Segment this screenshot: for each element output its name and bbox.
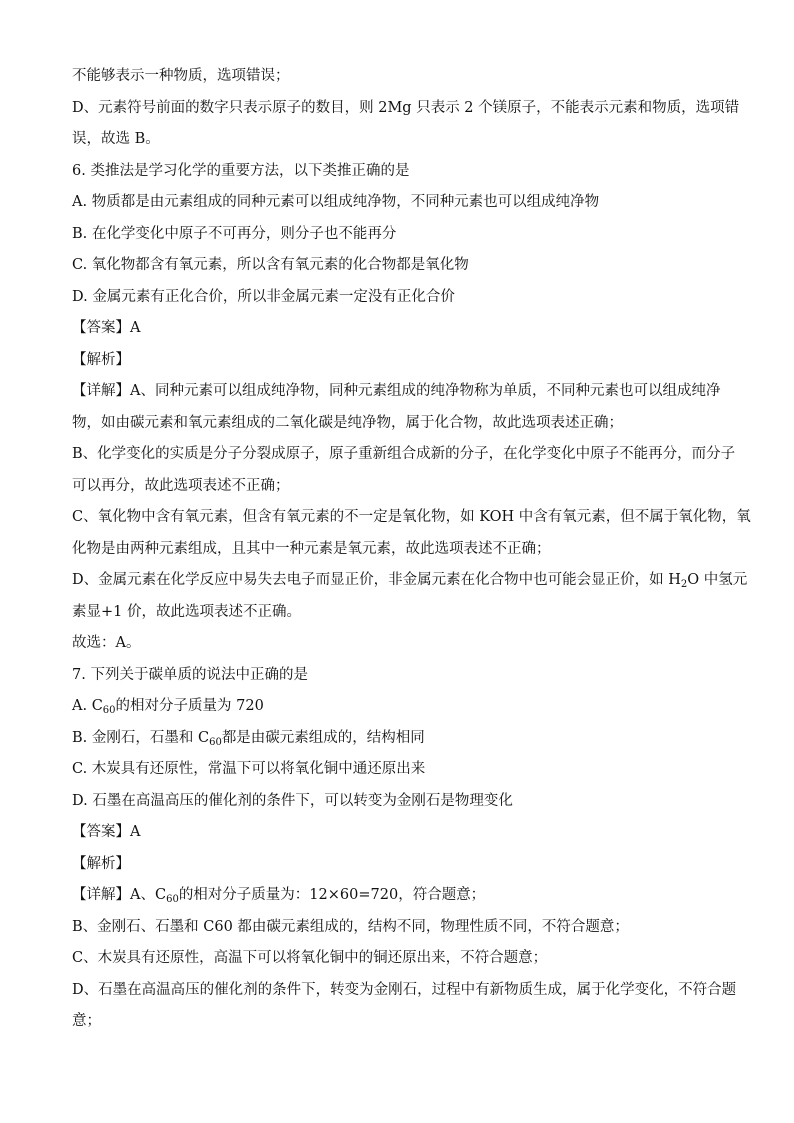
text-line: C、氧化物中含有氧元素，但含有氧元素的不一定是氧化物，如 KOH 中含有氧元素，但不属于氧化物，氧 (72, 509, 751, 525)
text-line: 误，故选 B。 (72, 131, 160, 147)
text-line: 【详解】A、同种元素可以组成纯净物，同种元素组成的纯净物称为单质，不同种元素也可以组成纯净 (72, 383, 721, 399)
text-line: D、元素符号前面的数字只表示原子的数目，则 2Mg 只表示 2 个镁原子，不能表示元素和物质，选项错 (72, 100, 740, 116)
question-7-option-b: B. 金刚石，石墨和 $C_{60}$都是由碳元素组成的，结构相同 (72, 730, 425, 748)
question-7-option-c: C. 木炭具有还原性，常温下可以将氧化铜中通还原出来 (72, 761, 426, 777)
question-7-option-a: A. $C_{60}$的相对分子质量为 720 (72, 698, 264, 716)
analysis-label: 【解析】 (72, 856, 130, 872)
question-6-option-a: A. 物质都是由元素组成的同种元素可以组成纯净物，不同种元素也可以组成纯净物 (72, 194, 600, 210)
question-6-option-c: C. 氧化物都含有氧元素，所以含有氧元素的化合物都是氧化物 (72, 257, 469, 273)
text-line: 【详解】A、$C_{60}$的相对分子质量为：12×60=720，符合题意； (72, 887, 486, 905)
text-line: B、化学变化的实质是分子分裂成原子，原子重新组合成新的分子，在化学变化中原子不能再分，而分子 (72, 446, 736, 462)
text-line: C、木炭具有还原性，高温下可以将氧化铜中的铜还原出来，不符合题意； (72, 950, 548, 966)
analysis-label: 【解析】 (72, 352, 130, 368)
text-line: D、金属元素在化学反应中易失去电子而显正价，非金属元素在化合物中也可能会显正价，如 $H_2O$ 中氢元 (72, 572, 748, 590)
question-6-option-d: D. 金属元素有正化合价，所以非金属元素一定没有正化合价 (72, 289, 455, 305)
answer-label: 【答案】A (72, 824, 141, 840)
question-7-option-d: D. 石墨在高温高压的催化剂的条件下，可以转变为金刚石是物理变化 (72, 793, 513, 809)
text-line: D、石墨在高温高压的催化剂的条件下，转变为金刚石，过程中有新物质生成，属于化学变化，不符合题 (72, 982, 737, 998)
text-line: 意； (72, 1013, 101, 1029)
question-6-stem: 6. 类推法是学习化学的重要方法，以下类推正确的是 (72, 163, 410, 179)
question-6-option-b: B. 在化学变化中原子不可再分，则分子也不能再分 (72, 226, 397, 242)
text-line: 可以再分，故此选项表述不正确； (72, 478, 290, 494)
text-line: B、金刚石、石墨和 C60 都由碳元素组成的，结构不同，物理性质不同，不符合题意； (72, 919, 629, 935)
question-7-stem: 7. 下列关于碳单质的说法中正确的是 (72, 667, 308, 683)
text-line: 物，如由碳元素和氧元素组成的二氧化碳是纯净物，属于化合物，故此选项表述正确； (72, 415, 623, 431)
text-line: 不能够表示一种物质，选项错误； (72, 68, 290, 84)
text-line: 化物是由两种元素组成，且其中一种元素是氧元素，故此选项表述不正确； (72, 541, 551, 557)
answer-label: 【答案】A (72, 320, 141, 336)
text-line: 素显+1 价，故此选项表述不正确。 (72, 604, 301, 620)
text-line: 故选：A。 (72, 635, 141, 651)
